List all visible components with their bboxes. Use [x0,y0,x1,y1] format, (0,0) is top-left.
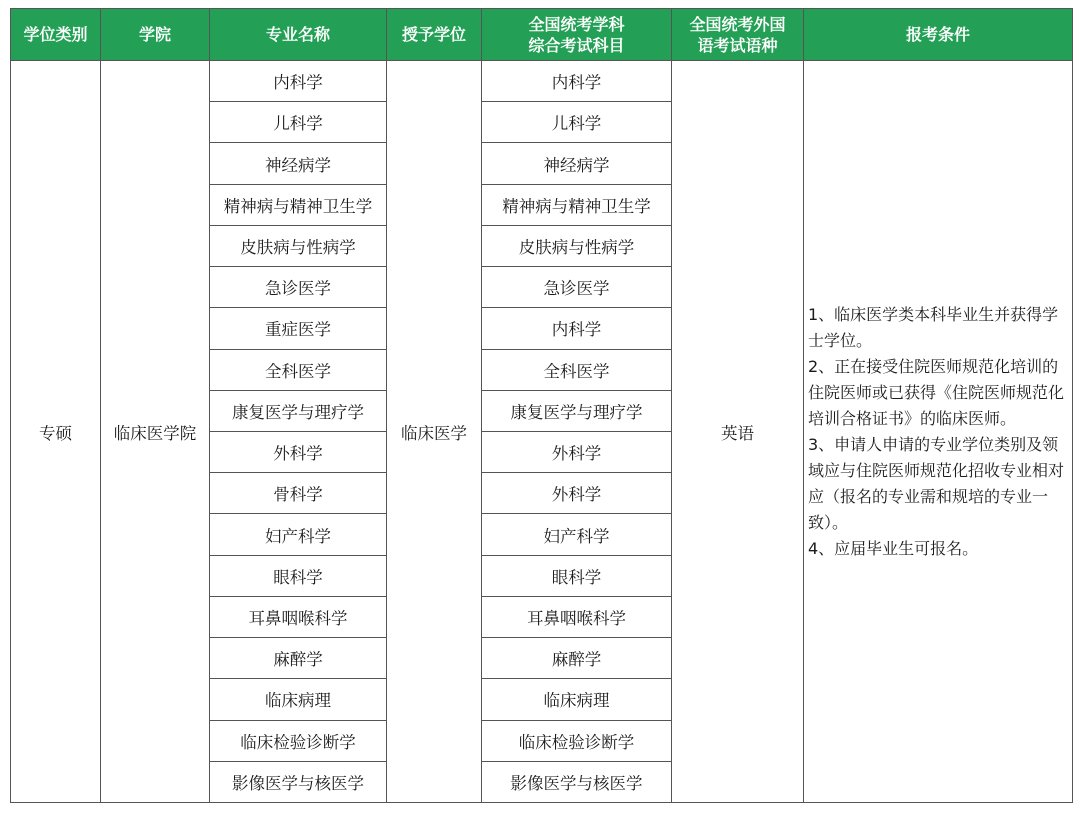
major-name-cell: 临床检验诊断学 [210,720,387,761]
degree-type-cell: 专硕 [11,61,101,803]
header-exam-subject [482,9,672,61]
language-cell: 英语 [672,61,804,803]
exam-subject-cell: 眼科学 [482,555,672,596]
header-row [11,9,1073,61]
header-language-line1: 全国统考外国 [689,14,786,34]
major-name-cell: 骨科学 [210,473,387,514]
exam-subject-cell: 临床检验诊断学 [482,720,672,761]
exam-subject-cell: 内科学 [482,308,672,349]
conditions-cell [804,61,1073,803]
exam-subject-cell: 妇产科学 [482,514,672,555]
major-name-cell: 重症医学 [210,308,387,349]
exam-subject-cell: 神经病学 [482,143,672,184]
major-name-cell: 儿科学 [210,102,387,143]
table-row [11,61,1073,102]
exam-subject-cell: 耳鼻咽喉科学 [482,596,672,637]
exam-subject-cell: 影像医学与核医学 [482,761,672,802]
major-name-cell: 急诊医学 [210,267,387,308]
major-name-cell: 临床病理 [210,679,387,720]
condition-item: 4、应届毕业生可报名。 [808,538,979,558]
header-major-name: 专业名称 [210,9,387,61]
header-conditions: 报考条件 [804,9,1073,61]
header-language-line2: 语考试语种 [697,35,778,55]
header-exam-subject-line2: 综合考试科目 [528,35,625,55]
degree-awarded-cell: 临床医学 [387,61,482,803]
major-name-cell: 康复医学与理疗学 [210,390,387,431]
major-name-cell: 神经病学 [210,143,387,184]
major-name-cell: 皮肤病与性病学 [210,225,387,266]
condition-item: 2、正在接受住院医师规范化培训的住院医师或已获得《住院医师规范化培训合格证书》的临床医师。 [808,356,1065,428]
major-name-cell: 全科医学 [210,349,387,390]
major-name-cell: 眼科学 [210,555,387,596]
exam-subject-cell: 皮肤病与性病学 [482,225,672,266]
major-name-cell: 外科学 [210,431,387,472]
exam-subject-cell: 临床病理 [482,679,672,720]
exam-subject-cell: 外科学 [482,473,672,514]
exam-subject-cell: 精神病与精神卫生学 [482,184,672,225]
condition-item: 3、申请人申请的专业学位类别及领域应与住院医师规范化招收专业相对应（报名的专业需和规培的专业一致）。 [808,434,1065,532]
admission-table [10,8,1073,803]
header-college: 学院 [101,9,210,61]
exam-subject-cell: 康复医学与理疗学 [482,390,672,431]
table-body [11,61,1073,803]
major-name-cell: 麻醉学 [210,638,387,679]
exam-subject-cell: 外科学 [482,431,672,472]
header-language [672,9,804,61]
major-name-cell: 内科学 [210,61,387,102]
major-name-cell: 精神病与精神卫生学 [210,184,387,225]
exam-subject-cell: 内科学 [482,61,672,102]
college-cell: 临床医学院 [101,61,210,803]
exam-subject-cell: 全科医学 [482,349,672,390]
header-degree-type: 学位类别 [11,9,101,61]
exam-subject-cell: 麻醉学 [482,638,672,679]
exam-subject-cell: 急诊医学 [482,267,672,308]
major-name-cell: 耳鼻咽喉科学 [210,596,387,637]
header-exam-subject-line1: 全国统考学科 [528,14,625,34]
condition-item: 1、临床医学类本科毕业生并获得学士学位。 [808,304,1059,350]
exam-subject-cell: 儿科学 [482,102,672,143]
major-name-cell: 妇产科学 [210,514,387,555]
major-name-cell: 影像医学与核医学 [210,761,387,802]
header-degree-awarded: 授予学位 [387,9,482,61]
